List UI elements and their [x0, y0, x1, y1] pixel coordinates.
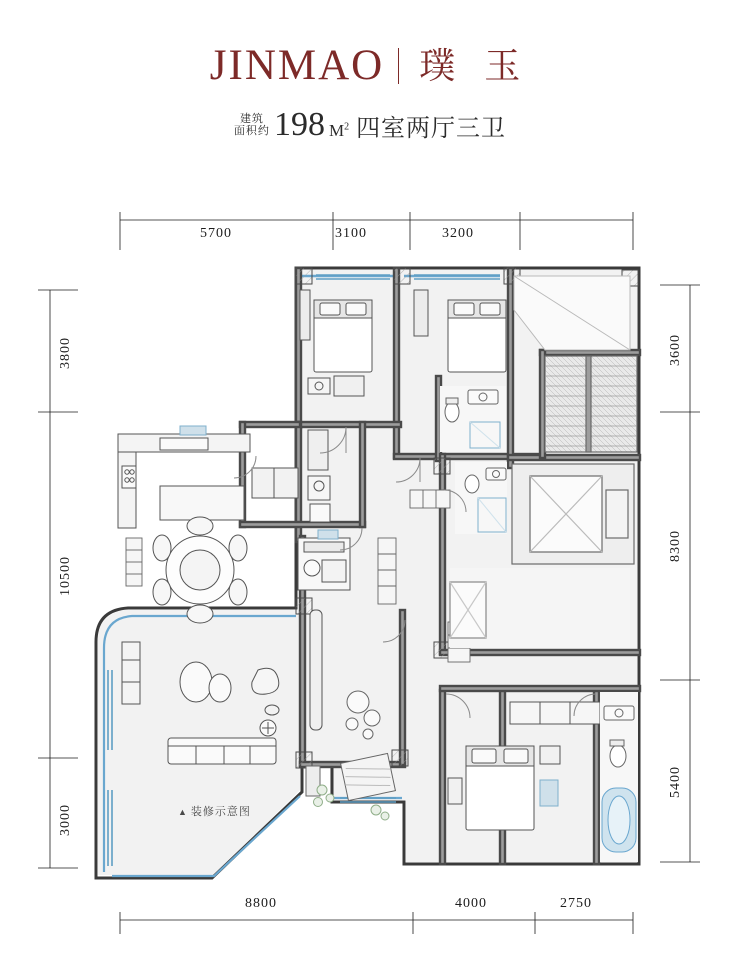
brand-lockup [0, 44, 740, 87]
brand-name: JINMAO [209, 42, 385, 89]
bathroom-2-fixtures [455, 462, 507, 534]
brand-sub-name: 璞 玉 [419, 45, 531, 86]
study-desk-furniture [298, 530, 350, 590]
room-configuration: 四室两厅三卫 [356, 116, 507, 142]
area-prefix-line1: 建筑 [239, 112, 264, 125]
brand-divider [398, 48, 399, 84]
dimension-lines-bottom [120, 912, 633, 934]
area-unit-letter: M [328, 121, 345, 140]
dimension-right-8300: 8300 [668, 530, 683, 562]
dimension-right-5400: 5400 [668, 766, 683, 798]
area-value: 198 [273, 106, 325, 143]
dimension-left-10500: 10500 [58, 556, 73, 596]
dimension-bottom-2750: 2750 [560, 896, 592, 911]
dimension-bottom-4000: 4000 [455, 896, 487, 911]
master-bathroom-fixtures [600, 692, 638, 862]
area-unit-exponent: 2 [344, 121, 350, 133]
unit-spec [0, 108, 740, 142]
area-unit [329, 122, 349, 142]
page-header [0, 0, 740, 190]
note-marker-icon: ▲ [178, 807, 188, 817]
dimension-top-5700: 5700 [200, 226, 232, 241]
decoration-note [178, 803, 251, 819]
dimension-lines-top [120, 212, 633, 250]
bathroom-1-fixtures [440, 386, 506, 452]
area-prefix [234, 113, 270, 142]
area-prefix-line2: 面积约 [233, 125, 270, 138]
floor-plan-drawing [0, 190, 740, 965]
dimension-right-3600: 3600 [668, 334, 683, 366]
dimension-top-3100: 3100 [335, 226, 367, 241]
floor-plan [0, 190, 740, 965]
note-text: 装修示意图 [190, 806, 251, 818]
dimension-left-3000: 3000 [58, 804, 73, 836]
dimension-top-3200: 3200 [442, 226, 474, 241]
dimension-bottom-8800: 8800 [245, 896, 277, 911]
dimension-left-3800: 3800 [58, 337, 73, 369]
